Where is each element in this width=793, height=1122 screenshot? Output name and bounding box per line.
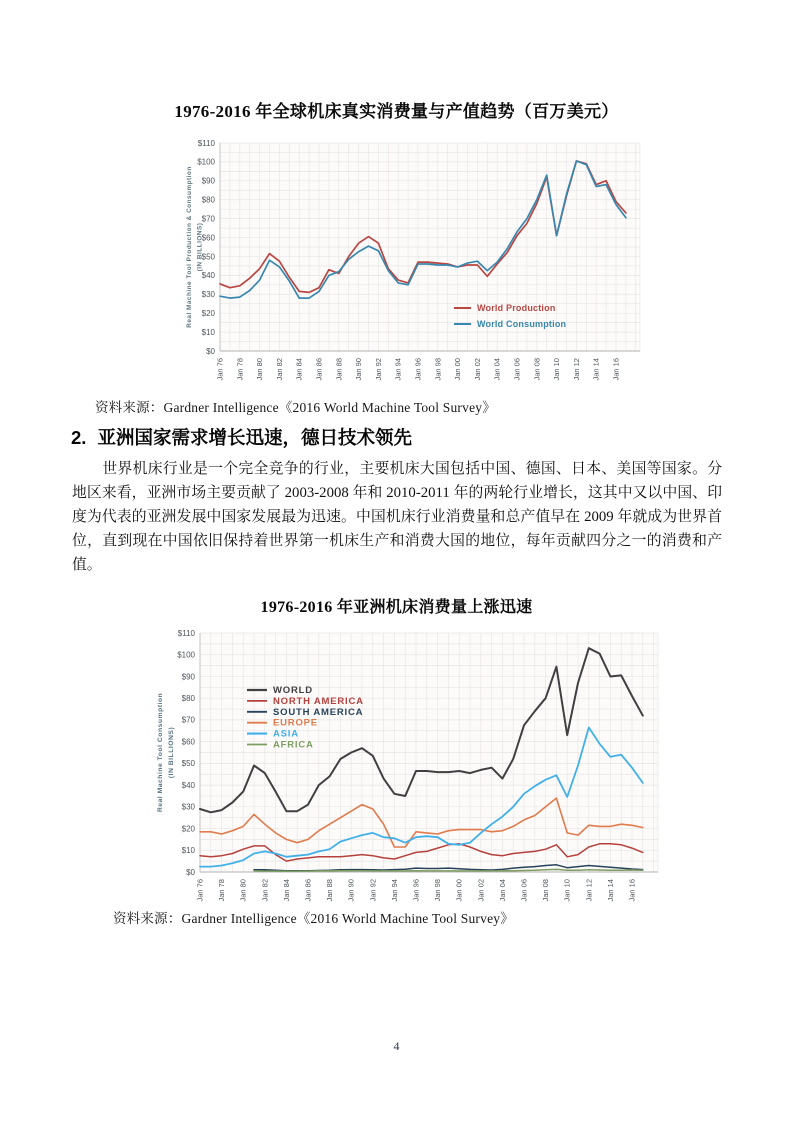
- y-axis-label: (IN BILLIONS): [167, 726, 175, 779]
- y-tick-label: $80: [201, 195, 215, 205]
- section-number: 2.: [71, 427, 87, 448]
- x-tick-label: Jan 86: [303, 879, 313, 902]
- x-tick-label: Jan 90: [346, 879, 356, 902]
- y-tick-label: $30: [201, 290, 215, 300]
- y-tick-label: $90: [181, 672, 195, 682]
- y-tick-label: $50: [181, 759, 195, 769]
- x-tick-label: Jan 14: [605, 879, 615, 902]
- legend-label: ASIA: [273, 728, 299, 740]
- y-tick-label: $40: [181, 780, 195, 790]
- y-axis-label: Real Machine Tool Consumption: [157, 692, 164, 813]
- x-tick-label: Jan 14: [591, 358, 601, 381]
- x-tick-label: Jan 80: [255, 358, 265, 381]
- y-tick-label: $60: [201, 233, 215, 243]
- x-tick-label: Jan 98: [433, 879, 443, 902]
- x-tick-label: Jan 80: [238, 879, 248, 902]
- y-tick-label: $80: [181, 693, 195, 703]
- x-tick-label: Jan 02: [472, 358, 482, 381]
- x-tick-label: Jan 96: [411, 879, 421, 902]
- x-tick-label: Jan 84: [281, 879, 291, 902]
- x-tick-label: Jan 92: [368, 879, 378, 902]
- global-chart-title: 1976-2016 年全球机床真实消费量与产值趋势（百万美元）: [174, 102, 619, 121]
- legend-label: NORTH AMERICA: [273, 695, 364, 707]
- page-number: 4: [393, 1039, 400, 1053]
- y-tick-label: $40: [201, 271, 215, 281]
- y-tick-label: $110: [197, 138, 215, 148]
- x-tick-label: Jan 92: [373, 358, 383, 381]
- legend-label: AFRICA: [273, 739, 314, 751]
- y-tick-label: $0: [186, 867, 195, 877]
- y-tick-label: $20: [201, 308, 215, 318]
- x-tick-label: Jan 06: [519, 879, 529, 902]
- x-tick-label: Jan 04: [497, 879, 507, 902]
- x-tick-label: Jan 98: [433, 358, 443, 381]
- legend-label: EUROPE: [273, 717, 318, 729]
- legend-label: WORLD: [273, 685, 313, 696]
- y-tick-label: $100: [177, 650, 195, 660]
- x-tick-label: Jan 04: [492, 358, 502, 381]
- x-tick-label: Jan 84: [294, 358, 304, 381]
- x-tick-label: Jan 08: [541, 879, 551, 902]
- asia-machine-tool-chart: [150, 620, 662, 908]
- x-tick-label: Jan 76: [215, 358, 225, 381]
- section-heading: [71, 424, 412, 450]
- x-tick-label: Jan 76: [195, 879, 205, 902]
- y-tick-label: $110: [177, 628, 195, 638]
- source-note-1: 资料来源：Gardner Intelligence《2016 World Machine Tool Survey》: [95, 400, 496, 415]
- y-axis-label: (IN BILLIONS): [196, 222, 204, 272]
- y-axis-label: Real Machine Tool Production & Consumption: [186, 166, 193, 328]
- y-tick-label: $60: [181, 737, 195, 747]
- global-machine-tool-chart: [182, 134, 642, 390]
- x-tick-label: Jan 12: [571, 358, 581, 381]
- source-note-2: 资料来源：Gardner Intelligence《2016 World Machine Tool Survey》: [113, 911, 514, 926]
- y-tick-label: $10: [181, 846, 195, 856]
- y-tick-label: $70: [201, 214, 215, 224]
- legend-label: World Production: [477, 303, 556, 313]
- y-tick-label: $90: [201, 176, 215, 186]
- x-tick-label: Jan 02: [476, 879, 486, 902]
- asia-chart-svg: [150, 620, 662, 908]
- x-tick-label: Jan 16: [611, 358, 621, 381]
- y-tick-label: $100: [197, 157, 215, 167]
- asia-chart-title: 1976-2016 年亚洲机床消费量上涨迅速: [260, 599, 533, 616]
- x-tick-label: Jan 08: [532, 358, 542, 381]
- y-tick-label: $10: [201, 327, 215, 337]
- global-chart-svg: [182, 134, 642, 390]
- y-tick-label: $20: [181, 824, 195, 834]
- y-tick-label: $70: [181, 715, 195, 725]
- x-tick-label: Jan 00: [453, 358, 463, 381]
- x-tick-label: Jan 86: [314, 358, 324, 381]
- y-tick-label: $50: [201, 252, 215, 262]
- x-tick-label: Jan 90: [354, 358, 364, 381]
- x-tick-label: Jan 06: [512, 358, 522, 381]
- x-tick-label: Jan 82: [274, 358, 284, 381]
- section-title: 亚洲国家需求增长迅速，德日技术领先: [97, 427, 412, 448]
- x-tick-label: Jan 78: [217, 879, 227, 902]
- x-tick-label: Jan 00: [454, 879, 464, 902]
- x-tick-label: Jan 12: [584, 879, 594, 902]
- y-tick-label: $30: [181, 802, 195, 812]
- x-tick-label: Jan 10: [552, 358, 562, 381]
- x-tick-label: Jan 94: [389, 879, 399, 902]
- x-tick-label: Jan 96: [413, 358, 423, 381]
- legend-label: World Consumption: [477, 319, 567, 329]
- x-tick-label: Jan 88: [334, 358, 344, 381]
- x-tick-label: Jan 16: [627, 879, 637, 902]
- legend-label: SOUTH AMERICA: [273, 706, 364, 718]
- body-paragraph: 世界机床行业是一个完全竞争的行业，主要机床大国包括中国、德国、日本、美国等国家。分地区来看，亚洲市场主要贡献了 2003-2008 年和 2010-2011 年的两轮行业增长，这其中又以中国、印度为代表的亚洲发展中国家发展最为迅速。中国机床行业消费量和总产值早在 2009 年就成为世界首位，直到现在中国依旧保持着世界第一机床生产和消费大国的地位，每年贡献四分之一的消费和产值。: [72, 461, 722, 573]
- x-tick-label: Jan 78: [235, 358, 245, 381]
- x-tick-label: Jan 82: [260, 879, 270, 902]
- x-tick-label: Jan 94: [393, 358, 403, 381]
- x-tick-label: Jan 10: [562, 879, 572, 902]
- y-tick-label: $0: [206, 346, 215, 356]
- x-tick-label: Jan 88: [325, 879, 335, 902]
